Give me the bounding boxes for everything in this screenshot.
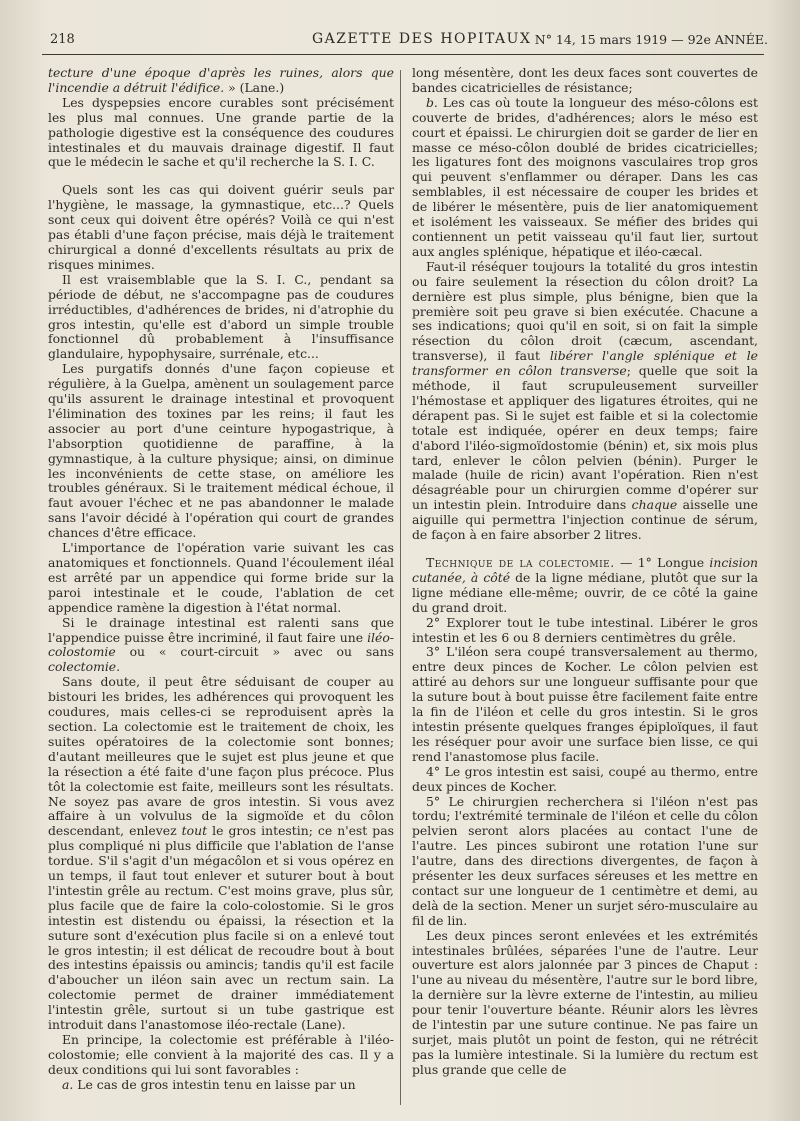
body-text: » (Lane.) (224, 79, 285, 95)
right-column (412, 66, 758, 1078)
paragraph (48, 1078, 394, 1093)
paragraph (412, 616, 758, 646)
paragraph (48, 96, 394, 171)
body-text: Le cas de gros intestin tenu en laisse par un (73, 1076, 356, 1092)
italic-text: colectomie (48, 659, 117, 675)
italic-text: incision cutanée, à côté (412, 555, 759, 585)
page-header (40, 28, 770, 50)
body-text: ; quelle que soit la méthode, il faut scrupuleusement surveiller l'hémostase et appliquer des ligatures étroites, qui ne dérapent pas. Si le sujet est faible et si la colectomie totale est indiquée, opérer en deux temps; faire d'abord l'iléo-sigmoïdostomie (bénin) et, six mois plus tard, enlever le côlon pelvien (bénin). Purger le malade (huile de ricin) avant l'opération. Rien n'est désagréable pour un chirurgien comme d'opérer sur un intestin plein. Introduire dans (412, 363, 759, 513)
body-text: Si le drainage intestinal est ralenti sans que l'appendice puisse être incriminé, il faut faire une (48, 614, 394, 645)
journal-title: GAZETTE DES HOPITAUX (312, 31, 532, 47)
body-text: ou « court-circuit » avec ou sans (115, 644, 394, 660)
header-rule (42, 54, 764, 55)
body-text: 3° L'iléon sera coupé transversalement au thermo, entre deux pinces de Kocher. Le côlon pelvien est attiré au dehors sur une longueur suffisante pour que la suture bout à bout puisse être facilement faite entre la fin de l'iléon et celle du gros intestin. Si le gros intestin présente quelques franges épiploïques, il faut les réséquer pour avoir une surface bien lisse, ce qui rend l'anastomose plus facile. (412, 644, 758, 764)
paragraph (412, 66, 758, 96)
body-text: Les dyspepsies encore curables sont précisément les plus mal connues. Une grande partie de la pathologie digestive est la conséquence des coudures intestinales et du mauvais drainage digestif. Il faut que le médecin le sache et qu'il recherche la S. I. C. (48, 94, 394, 170)
page-number: 218 (50, 32, 75, 47)
italic-text: chaque (631, 497, 678, 513)
paragraph (48, 66, 394, 96)
paragraph (48, 273, 394, 362)
paragraph (412, 929, 758, 1078)
body-text: Quels sont les cas qui doivent guérir seuls par l'hygiène, le massage, la gymnastique, etc...? Quels sont ceux qui doivent être opérés? Voilà ce qui n'est pas établi d'une façon précise, mais déjà le traitement chirurgical a donné d'excellents résultats au prix de risques minimes. (48, 182, 394, 272)
paragraph (48, 362, 394, 541)
paragraph (48, 541, 394, 616)
body-text: Les cas où toute la longueur des méso-côlons est couverte de brides, d'adhérences; alors le méso est court et épaissi. Le chirurgien doit se garder de lier en masse ce méso-côlon doublé de brides cicatricielles; les ligatures font des moignons vasculaires trop gros qui peuvent s'enflammer ou déraper. Dans les cas semblables, il est nécessaire de couper les brides et de libérer le mésentère, puis de lier anatomiquement et isolément les vaisseaux. Se méfier des brides qui contiennent un petit vaisseau qu'il faut lier, surtout aux angles splénique, hépatique et iléo-cæcal. (412, 94, 758, 259)
body-text: 4° Le gros intestin est saisi, coupé au thermo, entre deux pinces de Kocher. (412, 763, 758, 794)
body-text: L'importance de l'opération varie suivant les cas anatomiques et fonctionnels. Quand l'écoulement iléal est arrêté par un appendice qui forme bride sur la paroi intestinale et le coude, l'ablation de cet appendice ramène la digestion à l'état normal. (48, 540, 394, 615)
italic-text: iléo-colostomie (48, 629, 394, 660)
body-text: Les deux pinces seront enlevées et les extrémités intestinales brûlées, séparées l'une de l'autre. Leur ouverture est alors jalonnée par 3 pinces de Chaput : l'une au niveau du mésentère, l'autre sur le bord libre, la dernière sur la lèvre externe de l'intestin, au milieu pour tenir l'ouverture béante. Réunir alors les lèvres de l'intestin par une suture continue. Ne pas faire un surjet, mais plutôt un point de feston, qui ne rétrécit pas la lumière intestinale. Si la lumière du rectum est plus grande que celle de (412, 927, 758, 1077)
body-text: 2° Explorer tout le tube intestinal. Libérer le gros intestin et les 6 ou 8 derniers centimètres du grêle. (412, 614, 758, 645)
paragraph (412, 645, 758, 764)
paragraph (412, 795, 758, 929)
paragraph (412, 96, 758, 260)
body-text: Il est vraisemblable que la S. I. C., pendant sa période de début, ne s'accompagne pas de coudures irréductibles, d'adhérences de brides, ni d'atrophie du gros intestin, qu'elle est d'abord un simple trouble fonctionnel dû probablement à l'insuffisance glandulaire, hypophysaire, surrénale, etc... (48, 271, 394, 362)
body-text: Les purgatifs donnés d'une façon copieuse et régulière, à la Guelpa, amènent un soulagement parce qu'ils assurent le drainage intestinal et provoquent l'élimination des toxines par les reins; il faut les associer au port d'une ceinture hypogastrique, à l'absorption quotidienne de paraffine, à la gymnastique, à la culture physique; ainsi, on diminue les inconvénients de cette stase, on améliore les troubles généraux. Si le traitement médical échoue, il faut avouer l'échec et ne pas abandonner le malade sans l'avoir décidé à l'opération qui court de grandes chances d'être efficace. (48, 361, 394, 541)
body-text: aisselle une aiguille qui permettra l'injection continue de sérum, de façon à en faire absorber 2 litres. (412, 497, 758, 543)
paragraph (48, 616, 394, 676)
body-text: — 1° Longue (614, 555, 710, 570)
italic-text: b. (426, 94, 438, 110)
italic-text: a. (62, 1076, 74, 1092)
body-text: Sans doute, il peut être séduisant de couper au bistouri les brides, les adhérences qui provoquent les coudures, mais celles-ci se reproduisent après la section. La colectomie est le traitement de choix, les suites opératoires de la colectomie sont bonnes; d'autant meilleures que le sujet est plus jeune et que la résection a été faite d'une façon plus précoce. Plus tôt la colectomie est faite, meilleurs sont les résultats. Ne soyez pas avare de gros intestin. Si vous avez affaire à un volvulus de la sigmoïde et du côlon descendant, enlevez (48, 674, 394, 839)
body-text: En principe, la colectomie est préférable à l'iléo-colostomie; elle convient à la majorité des cas. Il y a deux conditions qui lui sont favorables : (48, 1032, 394, 1077)
body-text: Faut-il réséquer toujours la totalité du gros intestin ou faire seulement la résection du côlon droit? La dernière est plus simple, plus bénigne, bien que la première soit peu grave si bien exécutée. Chacune a ses indications; quoi qu'il en soit, si on fait la simple résection du côlon droit (cæcum, ascendant, transverse), il faut (412, 258, 758, 364)
column-divider (400, 70, 401, 1105)
paragraph (48, 1033, 394, 1078)
italic-text: libérer l'angle splénique et le transformer en côlon transverse (412, 348, 758, 379)
paragraph (412, 260, 758, 543)
body-text: le gros intestin; ce n'est pas plus compliqué ni plus difficile que l'ablation de l'anse tordue. S'il s'agit d'un mégacôlon et si vous opérez en un temps, il faut tout enlever et suturer bout à bout l'intestin grêle au rectum. C'est moins grave, plus sûr, plus facile que de faire la colo-colostomie. Si le gros intestin est distendu ou épaissi, la résection et la suture sont d'exécution plus facile si on a enlevé tout le gros intestin; il est délicat de recoudre bout à bout des intestins épaissis ou amincis; tandis qu'il est facile d'aboucher un iléon sain avec un rectum sain. La colectomie permet de drainer immédiatement l'intestin grêle, surtout si un tube gastrique est introduit dans l'anastomose iléo-rectale (Lane). (48, 823, 394, 1033)
issue-info: N° 14, 15 mars 1919 — 92e ANNÉE. (534, 32, 768, 47)
body-text: de la ligne médiane, plutôt que sur la ligne médiane elle-même; ouvrir, de ce côté la gaine du grand droit. (412, 569, 758, 615)
paragraph (48, 675, 394, 1033)
body-text: . (116, 659, 121, 675)
paragraph (412, 765, 758, 795)
paragraph (412, 556, 758, 616)
italic-text: tout (181, 823, 208, 839)
section-heading: Technique de la colectomie. (426, 555, 615, 570)
left-column (48, 66, 394, 1093)
body-text: long mésentère, dont les deux faces sont couvertes de bandes cicatricielles de résistance; (412, 65, 758, 95)
italic-text: tecture d'une époque d'après les ruines, alors que l'incendie a détruit l'édifice. (48, 65, 394, 95)
body-text: 5° Le chirurgien recherchera si l'iléon n'est pas tordu; l'extrémité terminale de l'iléon et celle du côlon pelvien seront alors placées au contact l'une de l'autre. Les pinces subiront une rotation l'une sur l'autre, dans des directions divergentes, de façon à présenter les deux surfaces séreuses et les mettre en contact sur une longueur de 1 centimètre et demi, au delà de la section. Mener un surjet séro-musculaire au fil de lin. (412, 793, 758, 928)
paragraph (48, 183, 394, 272)
